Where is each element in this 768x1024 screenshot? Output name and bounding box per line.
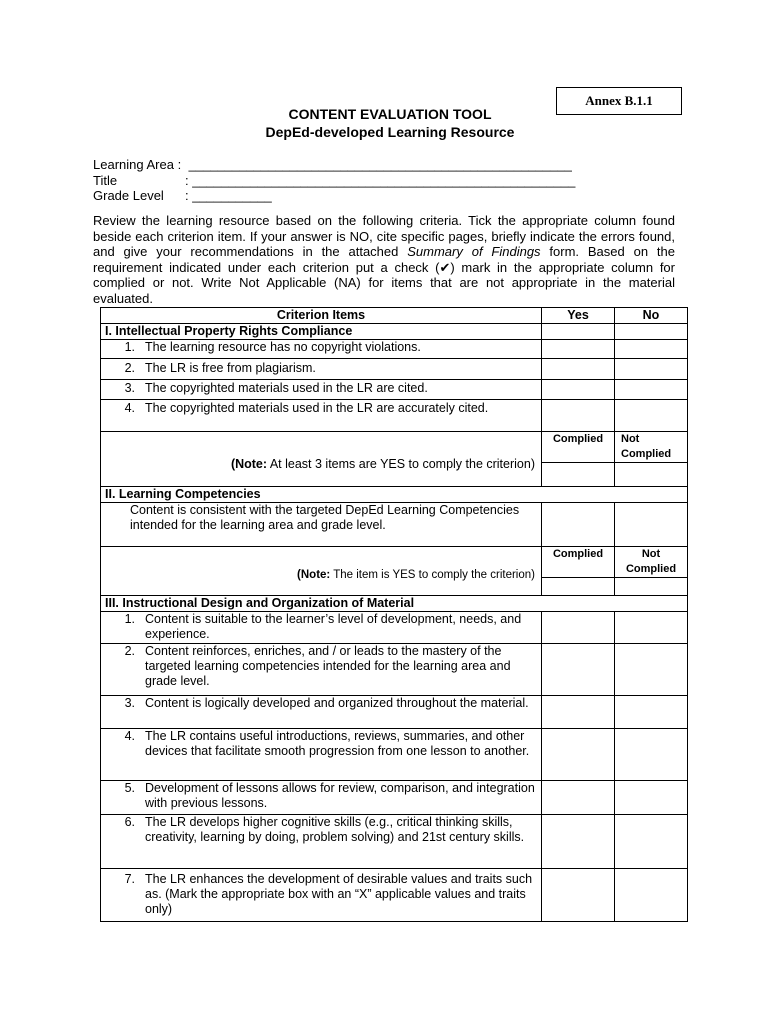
note-cell: [101, 547, 542, 596]
table-row: [101, 503, 688, 547]
item-number: 3.: [124, 696, 135, 710]
section-title: I. Intellectual Property Rights Compliance: [101, 324, 542, 340]
item-text: Content reinforces, enriches, and / or leads to the mastery of the targeted learning competencies intended for the learning area and grade level.: [145, 644, 511, 688]
table-row: [101, 400, 688, 432]
item-text: The copyrighted materials used in the LR are accurately cited.: [145, 401, 489, 415]
header-fields: [93, 157, 575, 204]
criterion-cell: [101, 729, 542, 781]
section-title: III. Instructional Design and Organization of Material: [101, 596, 688, 612]
yes-cell[interactable]: [542, 869, 615, 922]
instructions-text: Review the learning resource based on the following criteria. Tick the appropriate column found beside each criterion item. If your answer is NO, cite specific pages, briefly indicate the errors found, and give your recommendations in the attached: [93, 213, 675, 259]
complied-cell[interactable]: [542, 578, 615, 596]
no-cell[interactable]: [615, 729, 688, 781]
item-text: Content is consistent with the targeted DepEd Learning Competencies intended for the learning area and grade level.: [130, 503, 520, 532]
no-cell[interactable]: [615, 869, 688, 922]
learning-area-field: [93, 157, 575, 173]
item-number: 4.: [124, 729, 135, 743]
yes-cell[interactable]: [542, 612, 615, 644]
item-text: Content is logically developed and organized throughout the material.: [145, 696, 529, 710]
yes-cell[interactable]: [542, 729, 615, 781]
annex-label: Annex B.1.1: [556, 87, 682, 115]
yes-cell[interactable]: [542, 503, 615, 547]
not-complied-cell[interactable]: [615, 463, 688, 487]
instructions-text-end: form. Based on the requirement indicated under each criterion put a check (✔) mark in the appropriate column for complied or not. Write Not Applicable (NA) for items that are not appropriate in the material evaluated.: [93, 244, 675, 306]
criterion-cell: [101, 503, 542, 547]
section-title: II. Learning Competencies: [101, 487, 688, 503]
note-cell: [101, 432, 542, 487]
table-row: [101, 359, 688, 380]
item-number: 2.: [124, 644, 135, 658]
compliance-header-row: [101, 432, 688, 463]
no-cell[interactable]: [615, 400, 688, 432]
item-number: 4.: [124, 401, 135, 415]
item-number: 1.: [124, 340, 135, 354]
item-text: The LR develops higher cognitive skills (e.g., critical thinking skills, creativity, learning by doing, problem solving) and 21st century skills.: [145, 815, 525, 844]
document-title: CONTENT EVALUATION TOOL: [288, 106, 492, 122]
yes-cell[interactable]: [542, 340, 615, 359]
table-row: [101, 815, 688, 869]
table-row: [101, 612, 688, 644]
grade-level-field: [93, 188, 575, 204]
header-no: No: [615, 308, 688, 324]
criterion-cell: [101, 359, 542, 380]
field-label: Title: [93, 172, 118, 188]
criterion-cell: [101, 781, 542, 815]
section-header-row: [101, 487, 688, 503]
item-text: Development of lessons allows for review, comparison, and integration with previous lessons.: [145, 781, 535, 810]
note-label: (Note:: [230, 456, 268, 471]
note-text: [105, 560, 537, 583]
section-header-row: [101, 324, 688, 340]
item-text: The LR enhances the development of desirable values and traits such as. (Mark the appropriate box with an “X” applicable values and traits only): [145, 872, 533, 916]
yes-cell[interactable]: [542, 380, 615, 400]
yes-cell[interactable]: [542, 696, 615, 729]
note-body: The item is YES to comply the criterion): [330, 568, 535, 581]
compliance-header-row: [101, 547, 688, 578]
header-yes: Yes: [542, 308, 615, 324]
no-cell[interactable]: [615, 340, 688, 359]
no-cell[interactable]: [615, 612, 688, 644]
note-label: (Note:: [297, 568, 331, 581]
complied-label: Complied: [542, 547, 615, 578]
complied-label: Complied: [542, 432, 615, 463]
title-field: [93, 173, 575, 189]
criterion-cell: [101, 815, 542, 869]
item-text: The learning resource has no copyright violations.: [145, 340, 421, 354]
no-cell[interactable]: [615, 359, 688, 380]
item-number: 2.: [124, 361, 135, 375]
section-header-row: [101, 596, 688, 612]
table-row: [101, 781, 688, 815]
criterion-cell: [101, 696, 542, 729]
no-cell[interactable]: [615, 380, 688, 400]
yes-cell[interactable]: [542, 781, 615, 815]
not-complied-cell[interactable]: [615, 578, 688, 596]
item-text: The LR contains useful introductions, reviews, summaries, and other devices that facilitate smooth progression from one lesson to another.: [145, 729, 530, 758]
field-blank-line: : ___________: [185, 188, 272, 203]
yes-cell[interactable]: [542, 644, 615, 696]
not-complied-label: Not Complied: [615, 432, 688, 463]
item-number: 6.: [124, 815, 135, 829]
criteria-table: [100, 307, 688, 922]
table-row: [101, 729, 688, 781]
header-criterion-items: Criterion Items: [101, 308, 542, 324]
field-label: Learning Area :: [93, 157, 182, 172]
criterion-cell: [101, 644, 542, 696]
yes-cell[interactable]: [542, 359, 615, 380]
criterion-cell: [101, 380, 542, 400]
item-number: 1.: [124, 612, 135, 626]
field-blank-line: : _____________________________________________________: [185, 172, 576, 188]
item-text: The LR is free from plagiarism.: [145, 361, 316, 375]
instructions-italic: Summary of Findings: [407, 244, 541, 259]
criterion-cell: [101, 340, 542, 359]
table-row: [101, 644, 688, 696]
item-text: Content is suitable to the learner’s level of development, needs, and experience.: [145, 612, 522, 641]
no-cell[interactable]: [615, 503, 688, 547]
no-cell[interactable]: [615, 696, 688, 729]
field-label: Grade Level: [93, 188, 164, 203]
criterion-cell: [101, 612, 542, 644]
table-row: [101, 380, 688, 400]
table-row: [101, 696, 688, 729]
criterion-cell: [101, 869, 542, 922]
table-row: [101, 340, 688, 359]
criterion-cell: [101, 400, 542, 432]
item-number: 3.: [124, 381, 135, 395]
yes-cell[interactable]: [542, 400, 615, 432]
table-row: [101, 869, 688, 922]
no-cell[interactable]: [615, 781, 688, 815]
no-cell[interactable]: [615, 324, 688, 340]
item-number: 5.: [124, 781, 135, 795]
table-header-row: [101, 308, 688, 324]
yes-cell[interactable]: [542, 324, 615, 340]
note-text: [105, 447, 537, 472]
no-cell[interactable]: [615, 815, 688, 869]
no-cell[interactable]: [615, 644, 688, 696]
note-body: At least 3 items are YES to comply the criterion): [267, 456, 535, 471]
not-complied-label: Not Complied: [615, 547, 688, 578]
field-blank-line: _____________________________________________________: [185, 157, 572, 172]
yes-cell[interactable]: [542, 815, 615, 869]
item-text: The copyrighted materials used in the LR are cited.: [145, 381, 428, 395]
document-subtitle: DepEd-developed Learning Resource: [265, 124, 515, 140]
instructions-paragraph: [93, 213, 675, 306]
item-number: 7.: [124, 872, 135, 886]
complied-cell[interactable]: [542, 463, 615, 487]
